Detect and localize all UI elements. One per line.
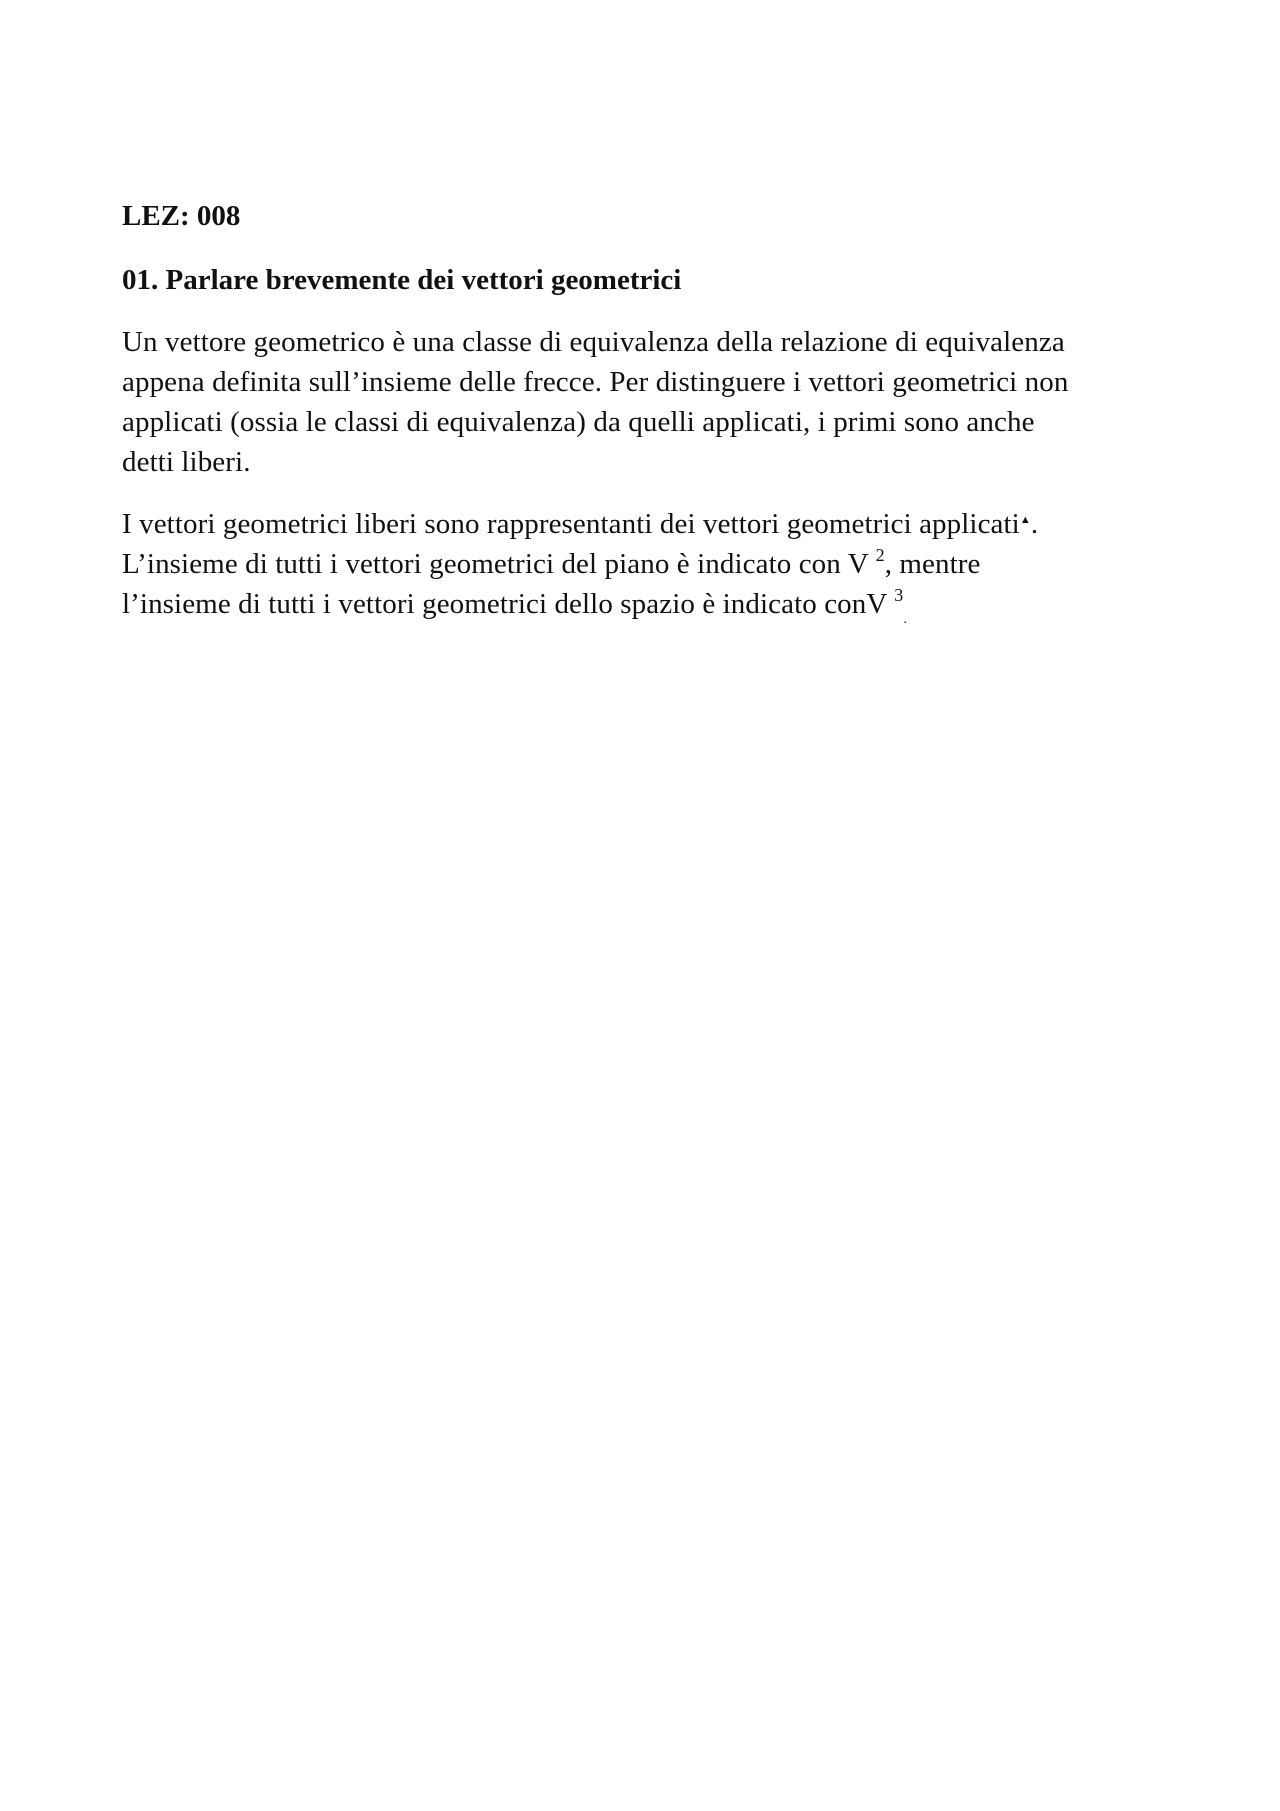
paragraph-notation — [122, 504, 1162, 640]
superscript: 3 — [894, 585, 904, 605]
paragraph-line: appena definita sull’insieme delle frecce. Per distinguere i vettori geometrici non — [122, 366, 1069, 398]
line-end: , mentre — [884, 548, 981, 580]
paragraph-line: applicati (ossia le classi di equivalenza) da quelli applicati, i primi sono anche — [122, 406, 1035, 438]
superscript: 2 — [875, 545, 885, 565]
line-text: I vettori geometrici liberi sono rappresentanti dei vettori geometrici applicati — [122, 508, 1020, 540]
question-title: 01. Parlare brevemente dei vettori geometrici — [122, 264, 682, 296]
paragraph-definition — [122, 322, 1162, 482]
line-end: . — [1030, 508, 1039, 540]
paragraph-line — [122, 544, 1162, 584]
footnote-mark-icon: ▲ — [1019, 514, 1031, 526]
line-text: l’insieme di tutti i vettori geometrici dello spazio è indicato conV — [122, 588, 895, 620]
document-content — [122, 196, 1162, 640]
lesson-code: LEZ: 008 — [122, 200, 241, 232]
paragraph-line — [122, 584, 1162, 640]
paragraph-line: Un vettore geometrico è una classe di equivalenza della relazione di equivalenza — [122, 326, 1065, 358]
line-text: L’insieme di tutti i vettori geometrici del piano è indicato con V — [122, 548, 876, 580]
paragraph-line: detti liberi. — [122, 446, 251, 478]
paragraph-line — [122, 504, 1162, 544]
line-end: . — [903, 612, 907, 627]
